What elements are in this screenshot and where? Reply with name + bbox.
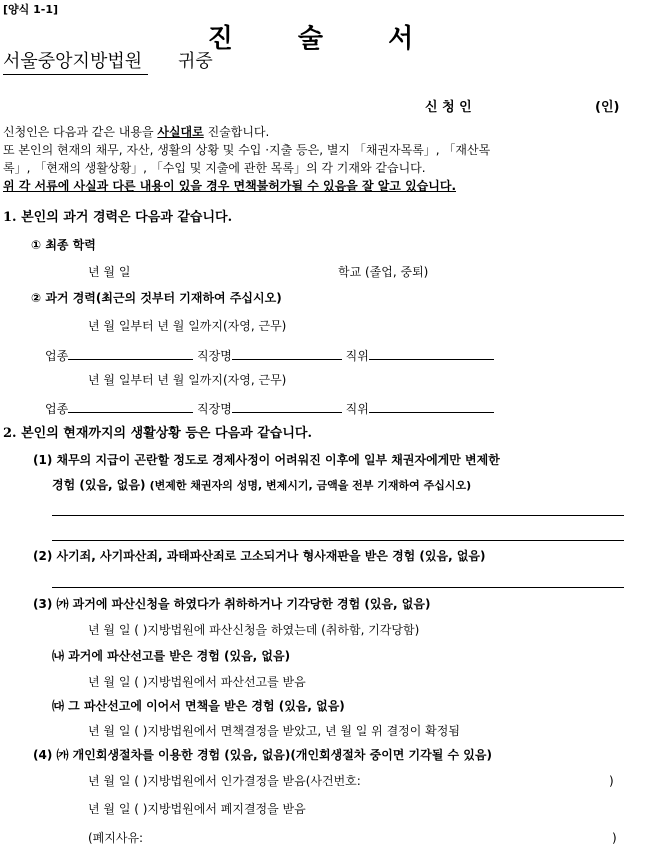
section-2-heading: 2. 본인의 현재까지의 생활상황 등은 다음과 같습니다. [3,426,312,441]
question-4a-detail-1: 년 월 일 ( )지방법원에서 인가결정을 받음(사건번호: [88,774,361,788]
answer-line-1a[interactable] [52,515,624,516]
question-4a-detail-2: 년 월 일 ( )지방법원에서 폐지결정을 받음 [88,802,306,816]
business-type-blank[interactable] [68,347,193,360]
business-type-blank[interactable] [68,400,193,413]
question-3b-detail: 년 월 일 ( )지방법원에서 파산선고를 받음 [88,675,306,689]
intro-line-3: 록」, 「현재의 생활상황」, 「수입 및 지출에 관한 목록」의 각 기재와 같습니다. [3,161,426,175]
question-3b: ㈏ 과거에 파산선고를 받은 경험 (있음, 없음) [52,649,291,663]
close-paren-2: ) [612,831,617,845]
education-school: 학교 (졸업, 중퇴) [338,265,429,279]
career-row-2 [45,400,494,415]
question-3a-detail: 년 월 일 ( )지방법원에 파산신청을 하였는데 (취하함, 기각당함) [88,623,420,637]
career-heading: ② 과거 경력(최근의 것부터 기재하여 주십시오) [31,291,282,305]
question-3c-detail: 년 월 일 ( )지방법원에서 면책결정을 받았고, 년 월 일 위 결정이 확정됨 [88,724,460,738]
truthfully-emphasis: 사실대로 [157,125,204,139]
answer-line-2[interactable] [52,587,624,588]
workplace-label: 직장명 [197,402,232,416]
intro-line-1: 신청인은 다음과 같은 내용을 사실대로 진술합니다. [3,125,270,139]
position-label: 직위 [345,349,369,363]
education-date: 년 월 일 [88,265,131,279]
workplace-label: 직장명 [197,349,232,363]
addressee: 귀중 [178,51,213,72]
question-3c: ㈐ 그 파산선고에 이어서 면책을 받은 경험 (있음, 없음) [52,699,345,713]
question-4a: (4) ㈎ 개인회생절차를 이용한 경험 (있음, 없음)(개인회생절차 중이면 기각될 수 있음) [33,748,492,762]
education-heading: ① 최종 학력 [31,238,96,252]
intro-line-2: 또 본인의 현재의 채무, 자산, 생활의 상황 및 수입 ·지출 등은, 별지 「채권자목록」, 「재산목 [3,143,491,157]
workplace-blank[interactable] [232,400,342,413]
workplace-blank[interactable] [232,347,342,360]
court-name: 서울중앙지방법원 [3,51,143,72]
warning-statement: 위 각 서류에 사실과 다른 내용이 있을 경우 면책불허가될 수 있음을 잘 알고 있습니다. [3,179,457,193]
position-blank[interactable] [369,347,494,360]
business-type-label: 업종 [45,349,69,363]
section-1-heading: 1. 본인의 과거 경력은 다음과 같습니다. [3,210,233,225]
question-2: (2) 사기죄, 사기파산죄, 과태파산죄로 고소되거나 형사재판을 받은 경험 (있음, 없음) [33,549,486,563]
career-row-1 [45,347,494,362]
court-underline [3,74,148,75]
seal-mark: (인) [595,100,620,115]
close-paren-1: ) [609,774,614,788]
form-number: [양식 1-1] [3,3,59,16]
career-period-1: 년 월 일부터 년 월 일까지(자영, 근무) [88,319,287,333]
business-type-label: 업종 [45,402,69,416]
question-1-line-2: 경험 (있음, 없음) (변제한 채권자의 성명, 변제시기, 금액을 전부 기재하여 주십시오) [52,478,472,492]
question-1-note: (변제한 채권자의 성명, 변제시기, 금액을 전부 기재하여 주십시오) [149,479,472,492]
position-label: 직위 [345,402,369,416]
answer-line-1b[interactable] [52,540,624,541]
applicant-label: 신 청 인 [425,100,472,115]
document-title: 진 술 서 [207,24,442,54]
closure-reason-label: (폐지사유: [88,831,144,845]
question-3a: (3) ㈎ 과거에 파산신청을 하였다가 취하하거나 기각당한 경험 (있음, 없음) [33,597,431,611]
career-period-2: 년 월 일부터 년 월 일까지(자영, 근무) [88,373,287,387]
question-1-line-1: (1) 채무의 지급이 곤란할 정도로 경제사정이 어려워진 이후에 일부 채권자에게만 변제한 [33,453,500,467]
position-blank[interactable] [369,400,494,413]
